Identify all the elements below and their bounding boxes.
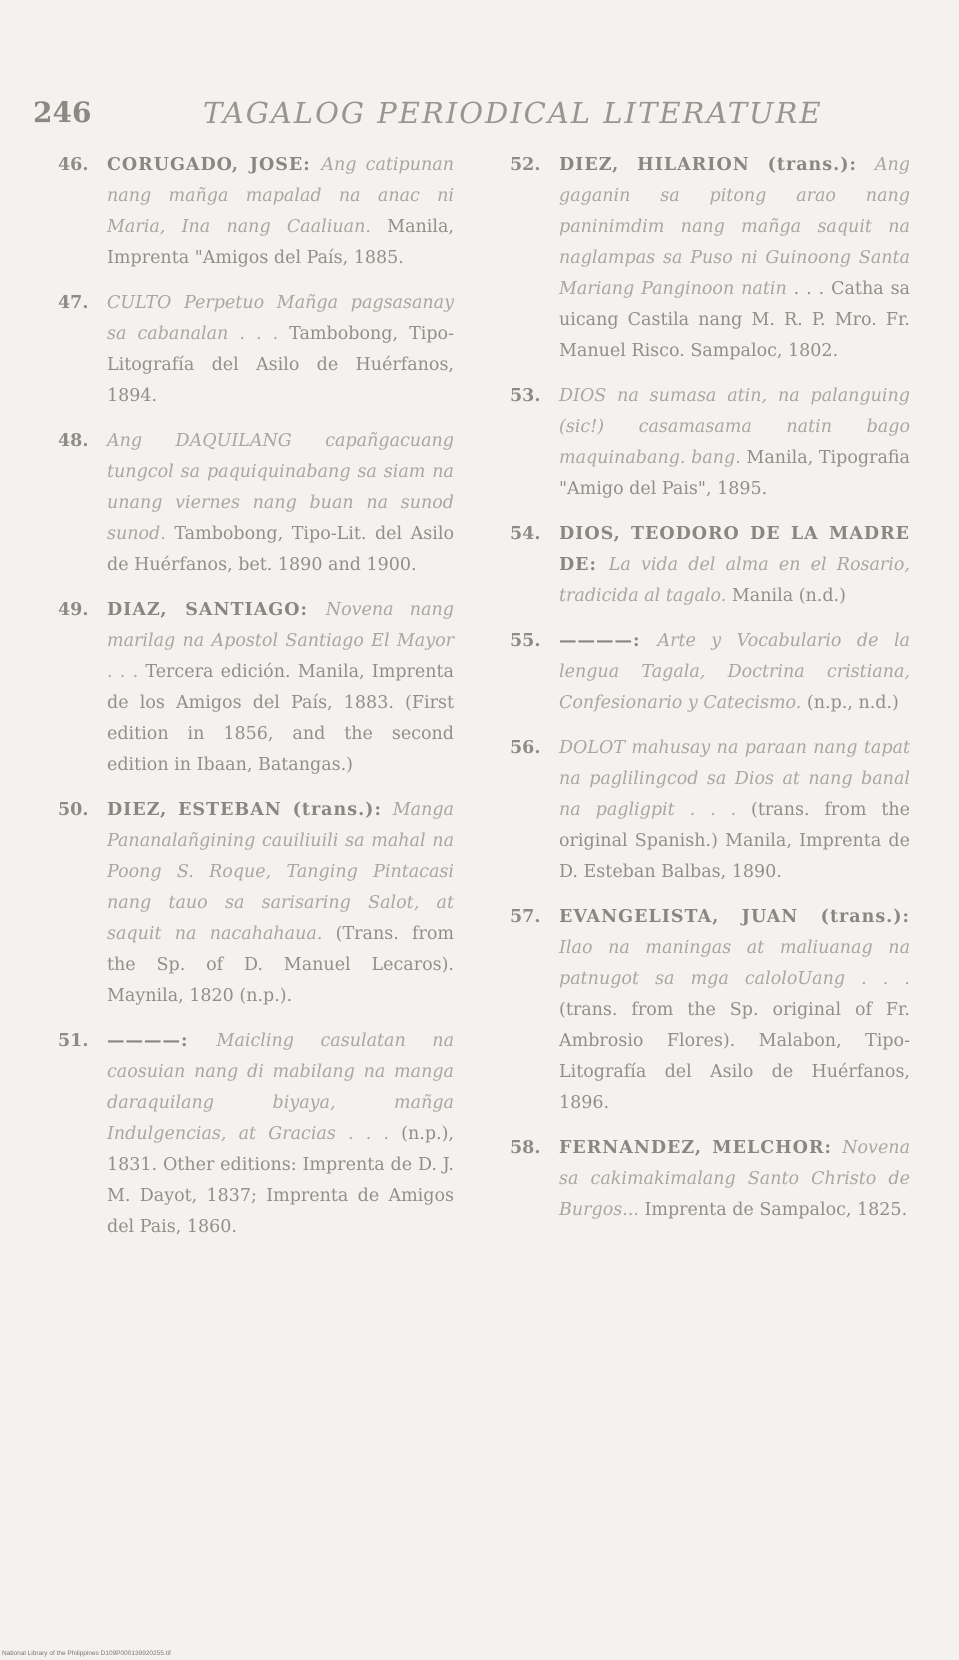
entry-title: DOLOT mahusay na paraan nang tapat na paglilingcod sa Dios at nang banal na pagligpit . . . <box>559 738 910 820</box>
entry-author: DIAZ, SANTIAGO: <box>107 600 326 620</box>
entry-title: CULTO Perpetuo Mañga pagsasanay sa cabanalan . . . <box>107 293 454 344</box>
entry-imprint: (n.p.), 1831. Other editions: Imprenta de D. J. M. Dayot, 1837; Imprenta de Amigos del Pais, 1860. <box>107 1124 454 1237</box>
entry-imprint: Tambobong, Tipo-Litografía del Asilo de Huérfanos, 1894. <box>107 324 454 406</box>
entry-number: 48. <box>58 431 89 451</box>
entry-title: La vida del alma en el Rosario, tradicida al tagalo. <box>559 555 910 606</box>
entry-author: ————: <box>107 1031 217 1051</box>
entry-imprint: Tambobong, Tipo-Lit. del Asilo de Huérfanos, bet. 1890 and 1900. <box>107 524 454 575</box>
entry-author: DIEZ, HILARION (trans.): <box>559 155 875 175</box>
entry-imprint: Imprenta de Sampaloc, 1825. <box>638 1200 908 1220</box>
entry-body <box>107 1026 454 1243</box>
entry-body <box>107 150 454 274</box>
entry-title: Arte y Vocabulario de la lengua Tagala, Doctrina cristiana, Confesionario y Catecismo. <box>559 631 910 713</box>
entry-body <box>559 519 910 612</box>
entry-number: 52. <box>510 155 541 175</box>
entry-title: Ang DAQUILANG capañgacuang tungcol sa paquiquinabang sa siam na unang viernes nang buan na sunod sunod. <box>107 431 454 544</box>
entry-imprint: Manila (n.d.) <box>726 586 846 606</box>
entry-body <box>559 626 910 719</box>
entry-author: DIEZ, ESTEBAN (trans.): <box>107 800 393 820</box>
entry-body <box>559 1133 910 1226</box>
bibliography-entry <box>58 288 454 412</box>
bibliography-entry <box>510 381 910 505</box>
bibliography-entry <box>58 426 454 581</box>
entry-imprint: Tercera edición. Manila, Imprenta de los Amigos del País, 1883. (First edition in 1856, and the second edition in Ibaan, Batangas.) <box>107 662 454 775</box>
scan-footer-note: National Library of the Philippines D109P000139920255.tif <box>2 1650 171 1657</box>
entry-body <box>107 795 454 1012</box>
entry-title: Maicling casulatan na caosuian nang di mabilang na manga daraquilang biyaya, mañga Indulgencias, at Gracias . . . <box>107 1031 455 1144</box>
bibliography-entry <box>510 519 910 612</box>
entry-number: 57. <box>510 907 541 927</box>
right-column <box>510 150 910 1240</box>
entry-author: DIOS, TEODORO DE LA MADRE DE: <box>559 524 910 575</box>
entry-author: CORUGADO, JOSE: <box>107 155 322 175</box>
entry-title: Ang gaganin sa pitong arao nang paninimdim nang mañga saquit na naglampas sa Puso ni Guinoong Santa Mariang Panginoon natin <box>559 155 910 299</box>
entry-imprint: (Trans. from the Sp. of D. Manuel Lecaros). Maynila, 1820 (n.p.). <box>107 924 454 1006</box>
entry-body <box>559 150 910 367</box>
entry-number: 51. <box>58 1031 89 1051</box>
entry-number: 55. <box>510 631 541 651</box>
running-title: TAGALOG PERIODICAL LITERATURE <box>203 96 823 130</box>
page-number: 246 <box>33 96 92 129</box>
entry-title: DIOS na sumasa atin, na palanguing (sic!) casamasama natin bago maquinabang. bang. <box>559 386 910 468</box>
entry-number: 54. <box>510 524 541 544</box>
entry-body <box>559 902 910 1119</box>
entry-imprint: Manila, Tipografia "Amigo del Pais", 1895. <box>559 448 910 499</box>
bibliography-entry <box>58 795 454 1012</box>
entry-title: Ilao na maningas at maliuanag na patnugot sa mga caloloUang . . . <box>559 938 910 989</box>
entry-imprint: (trans. from the original Spanish.) Manila, Imprenta de D. Esteban Balbas, 1890. <box>559 800 910 882</box>
entry-number: 50. <box>58 800 89 820</box>
bibliography-entry <box>58 1026 454 1243</box>
entry-number: 58. <box>510 1138 541 1158</box>
entry-author: FERNANDEZ, MELCHOR: <box>559 1138 843 1158</box>
entry-imprint: Manila, Imprenta "Amigos del País, 1885. <box>107 217 454 268</box>
entry-body <box>107 426 454 581</box>
entry-number: 47. <box>58 293 89 313</box>
bibliography-entry <box>58 595 454 781</box>
bibliography-entry <box>510 626 910 719</box>
bibliography-entry <box>510 733 910 888</box>
entry-body <box>559 381 910 505</box>
entry-imprint: (n.p., n.d.) <box>801 693 899 713</box>
entry-body <box>107 595 454 781</box>
entry-number: 56. <box>510 738 541 758</box>
entry-title: Manga Pananalañgining cauiliuili sa mahal na Poong S. Roque, Tanging Pintacasi nang tauo sa sarisaring Salot, at saquit na nacahahaua. <box>107 800 454 944</box>
entry-body <box>559 733 910 888</box>
entry-title: Novena nang marilag na Apostol Santiago El Mayor . . . <box>107 600 454 682</box>
entry-number: 53. <box>510 386 541 406</box>
bibliography-entry <box>510 1133 910 1226</box>
left-column <box>58 150 454 1257</box>
entry-title: Novena sa cakimakimalang Santo Christo de Burgos... <box>559 1138 910 1220</box>
entry-imprint: (trans. from the Sp. original of Fr. Ambrosio Flores). Malabon, Tipo-Litografía del Asilo de Huérfanos, 1896. <box>559 1000 910 1113</box>
bibliography-entry <box>510 902 910 1119</box>
entry-imprint: . . . Catha sa uicang Castila nang M. R. P. Mro. Fr. Manuel Risco. Sampaloc, 1802. <box>559 279 910 361</box>
bibliography-entry <box>58 150 454 274</box>
entry-body <box>107 288 454 412</box>
entry-title: Ang catipunan nang mañga mapalad na anac ni Maria, Ina nang Caaliuan. <box>107 155 454 237</box>
entry-number: 46. <box>58 155 89 175</box>
entry-author: ————: <box>559 631 658 651</box>
page-header <box>0 96 959 136</box>
bibliography-entry <box>510 150 910 367</box>
entry-number: 49. <box>58 600 89 620</box>
entry-author: EVANGELISTA, JUAN (trans.): <box>559 907 910 927</box>
